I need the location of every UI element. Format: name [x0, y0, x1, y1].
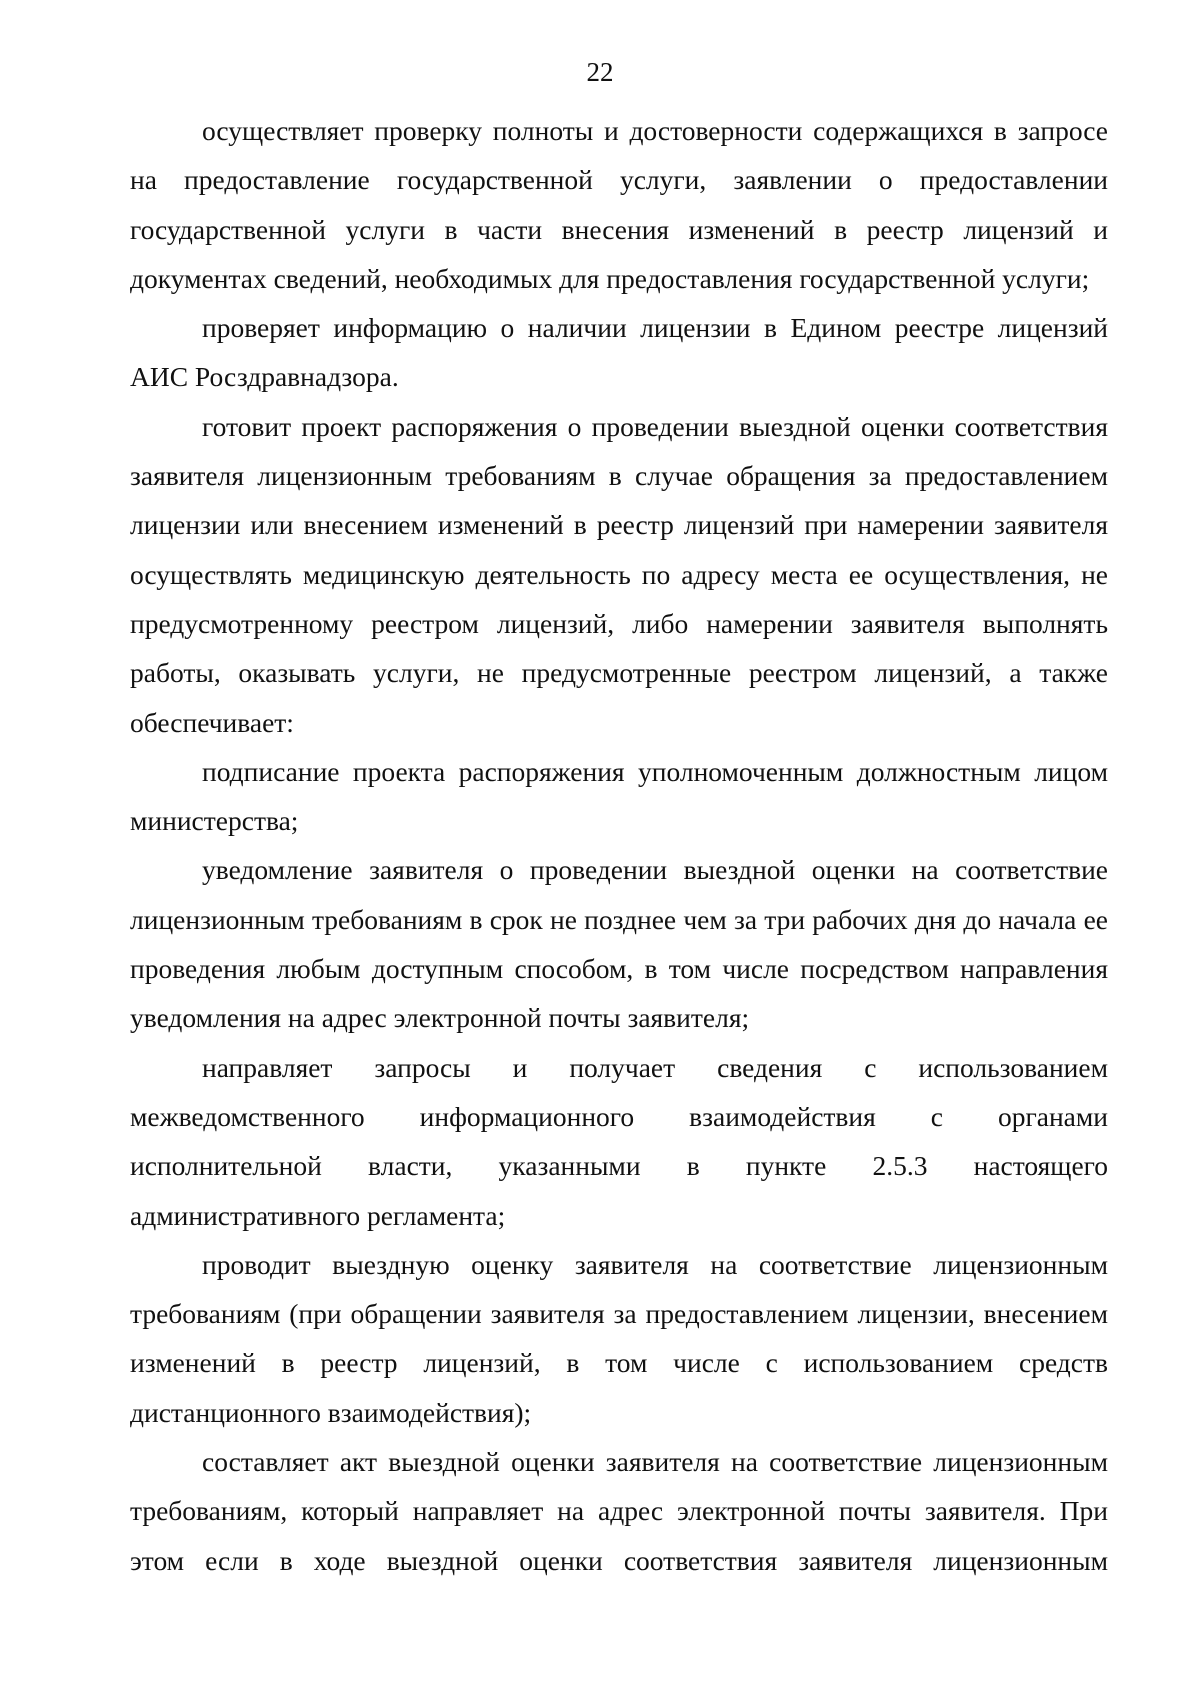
paragraph-draft-order: готовит проект распоряжения о проведении выездной оценки соответствия заявителя лицензионным требованиям в случае обращения за предоставлением лицензии или внесением изменений в реестр лицензий при намерении заявителя осуществлять медицинскую деятельность по адресу места ее осуществления, не предусмотренному реестром лицензий, либо намерении заявителя выполнять работы, оказывать услуги, не предусмотренные реестром лицензий, а также обеспечивает: — [130, 410, 1108, 738]
page-number: 22 — [586, 57, 614, 87]
document-body — [130, 106, 1108, 1585]
paragraph-onsite-evaluation: проводит выездную оценку заявителя на соответствие лицензионным требованиям (при обращении заявителя за предоставлением лицензии, внесением изменений в реестр лицензий, в том числе с использованием средств дистанционного взаимодействия); — [130, 1248, 1108, 1428]
paragraph-requests: направляет запросы и получает сведения с использованием межведомственного информационного взаимодействия с органами исполнительной власти, указанными в пункте 2.5.3 настоящего административного регламента; — [130, 1051, 1108, 1231]
paragraph-signing: подписание проекта распоряжения уполномоченным должностным лицом министерства; — [130, 755, 1108, 837]
paragraph-notification: уведомление заявителя о проведении выездной оценки на соответствие лицензионным требованиям в срок не позднее чем за три рабочих дня до начала ее проведения любым доступным способом, в том числе посредством направления уведомления на адрес электронной почты заявителя; — [130, 854, 1108, 1034]
paragraph-evaluation-act: составляет акт выездной оценки заявителя на соответствие лицензионным требованиям, который направляет на адрес электронной почты заявителя. При этом если в ходе выездной оценки соответствия заявителя лицензионным — [130, 1446, 1108, 1576]
paragraph-license-check: проверяет информацию о наличии лицензии в Едином реестре лицензий АИС Росздравнадзора. — [130, 312, 1108, 393]
paragraph-verification: осуществляет проверку полноты и достоверности содержащихся в запросе на предоставление государственной услуги, заявлении о предоставлении государственной услуги в части внесения изменений в реестр лицензий и документах сведений, необходимых для предоставления государственной услуги; — [130, 115, 1108, 294]
